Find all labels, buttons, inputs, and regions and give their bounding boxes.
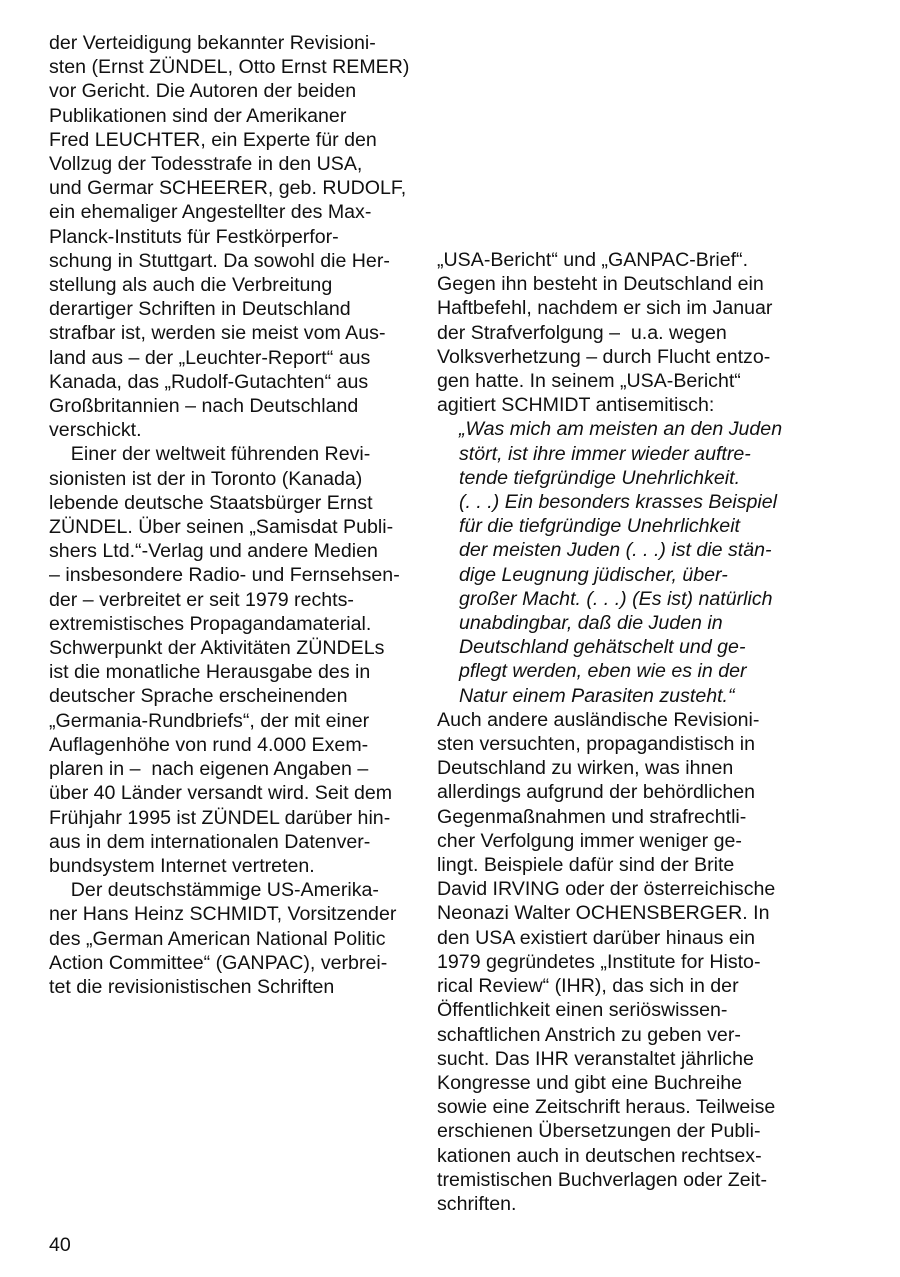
text-line: Öffentlichkeit einen seriöswissen- bbox=[437, 999, 728, 1022]
text-line: der Verteidigung bekannter Revisioni- bbox=[49, 32, 376, 54]
text-line: stört, ist ihre immer wieder auftre- bbox=[459, 442, 751, 465]
page-number: 40 bbox=[49, 1234, 71, 1256]
text-line: Deutschland zu wirken, was ihnen bbox=[437, 757, 734, 780]
text-line: erschienen Übersetzungen der Publi- bbox=[437, 1120, 761, 1143]
text-line: rical Review“ (IHR), das sich in der bbox=[437, 975, 739, 998]
text-line: ist die monatliche Herausgabe des in bbox=[49, 661, 371, 684]
text-line: tremistischen Buchverlagen oder Zeit- bbox=[437, 1168, 767, 1191]
text-line: Gegen ihn besteht in Deutschland ein bbox=[437, 273, 764, 296]
right-text-column bbox=[437, 248, 797, 1216]
text-line: sionisten ist der in Toronto (Kanada) bbox=[49, 467, 363, 490]
text-line: Schwerpunkt der Aktivitäten ZÜNDELs bbox=[49, 637, 385, 660]
text-line: des „German American National Politic bbox=[49, 927, 386, 950]
text-line: Haftbefehl, nachdem er sich im Januar bbox=[437, 297, 773, 320]
text-line: tende tiefgründige Unehrlichkeit. bbox=[459, 466, 741, 489]
text-line: Fred LEUCHTER, ein Experte für den bbox=[49, 128, 377, 151]
text-line: großer Macht. (. . .) (Es ist) natürlich bbox=[459, 587, 773, 610]
text-line: 1979 gegründetes „Institute for Histo- bbox=[437, 950, 761, 973]
paragraph-schmidt-continued bbox=[437, 248, 797, 417]
text-line: dige Leugnung jüdischer, über- bbox=[459, 563, 728, 586]
text-line: Kanada, das „Rudolf-Gutachten“ aus bbox=[49, 370, 369, 393]
text-line: „Germania-Rundbriefs“, der mit einer bbox=[49, 709, 370, 732]
text-line: derartiger Schriften in Deutschland bbox=[49, 298, 351, 321]
text-line: der meisten Juden (. . .) ist die stän- bbox=[459, 539, 772, 562]
text-line: shers Ltd.“-Verlag und andere Medien bbox=[49, 540, 378, 563]
text-line: über 40 Länder versandt wird. Seit dem bbox=[49, 782, 393, 805]
text-line: aus in dem internationalen Datenver- bbox=[49, 830, 371, 853]
text-line: sowie eine Zeitschrift heraus. Teilweise bbox=[437, 1096, 776, 1119]
text-line: sucht. Das IHR veranstaltet jährliche bbox=[437, 1047, 754, 1070]
text-line: Auch andere ausländische Revisioni- bbox=[437, 708, 760, 731]
text-line: Einer der weltweit führenden Revi- bbox=[49, 443, 371, 466]
text-line: verschickt. bbox=[49, 419, 142, 442]
text-line: cher Verfolgung immer weniger ge- bbox=[437, 829, 742, 852]
text-line: strafbar ist, werden sie meist vom Aus- bbox=[49, 322, 386, 345]
text-line: Publikationen sind der Amerikaner bbox=[49, 104, 347, 127]
text-line: (. . .) Ein besonders krasses Beispiel bbox=[459, 491, 777, 514]
text-line: Auflagenhöhe von rund 4.000 Exem- bbox=[49, 733, 369, 756]
text-line: für die tiefgründige Unehrlichkeit bbox=[459, 515, 740, 538]
text-line: – insbesondere Radio- und Fernsehsen- bbox=[49, 564, 400, 587]
text-line: lebende deutsche Staatsbürger Ernst bbox=[49, 491, 373, 514]
text-line: und Germar SCHEERER, geb. RUDOLF, bbox=[49, 177, 407, 200]
text-line: stellung als auch die Verbreitung bbox=[49, 274, 333, 297]
text-line: agitiert SCHMIDT antisemitisch: bbox=[437, 394, 715, 417]
text-line: sten (Ernst ZÜNDEL, Otto Ernst REMER) bbox=[49, 56, 410, 79]
text-line: Der deutschstämmige US-Amerika- bbox=[49, 879, 379, 902]
text-line: Volksverhetzung – durch Flucht entzo- bbox=[437, 345, 771, 368]
text-line: sten versuchten, propagandistisch in bbox=[437, 733, 756, 756]
text-line: schaftlichen Anstrich zu geben ver- bbox=[437, 1023, 741, 1046]
paragraph-foreign-revisionists bbox=[437, 708, 797, 1216]
text-line: David IRVING oder der österreichische bbox=[437, 878, 776, 901]
text-line: Vollzug der Todesstrafe in den USA, bbox=[49, 153, 363, 176]
text-line: Natur einem Parasiten zusteht.“ bbox=[459, 684, 735, 707]
text-line: „Was mich am meisten an den Juden bbox=[459, 418, 783, 441]
text-line: ein ehemaliger Angestellter des Max- bbox=[49, 201, 372, 224]
text-line: der – verbreitet er seit 1979 rechts- bbox=[49, 588, 354, 611]
text-line: lingt. Beispiele dafür sind der Brite bbox=[437, 854, 735, 877]
text-line: Deutschland gehätschelt und ge- bbox=[459, 636, 746, 659]
text-line: Großbritannien – nach Deutschland bbox=[49, 395, 359, 418]
text-line: Action Committee“ (GANPAC), verbrei- bbox=[49, 951, 388, 974]
text-line: bundsystem Internet vertreten. bbox=[49, 854, 315, 877]
text-line: Planck-Instituts für Festkörperfor- bbox=[49, 225, 339, 248]
text-line: kationen auch in deutschen rechtsex- bbox=[437, 1144, 762, 1167]
text-line: ner Hans Heinz SCHMIDT, Vorsitzender bbox=[49, 903, 397, 926]
text-line: tet die revisionistischen Schriften bbox=[49, 975, 335, 998]
text-line: unabdingbar, daß die Juden in bbox=[459, 612, 723, 635]
text-line: schriften. bbox=[437, 1192, 517, 1215]
text-line: Frühjahr 1995 ist ZÜNDEL darüber hin- bbox=[49, 806, 391, 829]
schmidt-quote-blockquote bbox=[437, 417, 797, 707]
text-line: Gegenmaßnahmen und strafrechtli- bbox=[437, 805, 747, 828]
text-line: Neonazi Walter OCHENSBERGER. In bbox=[437, 902, 770, 925]
text-line: der Strafverfolgung – u.a. wegen bbox=[437, 321, 727, 344]
text-line: land aus – der „Leuchter-Report“ aus bbox=[49, 346, 371, 369]
left-text-column bbox=[49, 31, 409, 999]
text-line: „USA-Bericht“ und „GANPAC-Brief“. bbox=[437, 249, 749, 271]
text-line: deutscher Sprache erscheinenden bbox=[49, 685, 348, 708]
text-line: vor Gericht. Die Autoren der beiden bbox=[49, 80, 357, 103]
text-line: Kongresse und gibt eine Buchreihe bbox=[437, 1071, 743, 1094]
text-line: schung in Stuttgart. Da sowohl die Her- bbox=[49, 249, 390, 272]
text-line: ZÜNDEL. Über seinen „Samisdat Publi- bbox=[49, 516, 394, 539]
text-line: den USA existiert darüber hinaus ein bbox=[437, 926, 756, 949]
text-line: allerdings aufgrund der behördlichen bbox=[437, 781, 756, 804]
text-line: plaren in – nach eigenen Angaben – bbox=[49, 758, 369, 781]
text-line: pflegt werden, eben wie es in der bbox=[459, 660, 747, 683]
text-line: gen hatte. In seinem „USA-Bericht“ bbox=[437, 370, 741, 393]
text-line: extremistisches Propagandamaterial. bbox=[49, 612, 372, 635]
